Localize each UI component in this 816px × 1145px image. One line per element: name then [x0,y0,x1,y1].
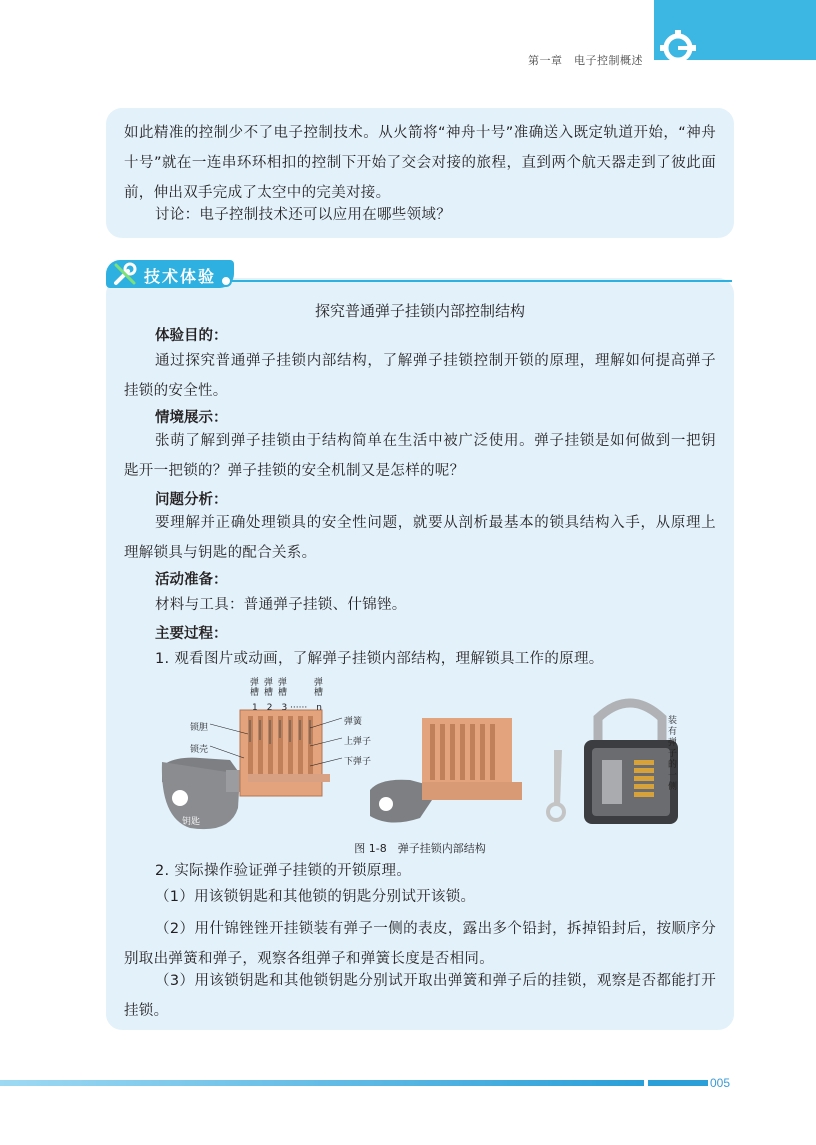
gear-logo-icon [660,30,696,66]
wrench-screwdriver-icon [112,261,138,287]
substep-3-text: （3）用该锁钥匙和其他锁钥匙分别试开取出弹簧和弹子后的挂锁，观察是否都能打开挂锁。 [124,973,716,1019]
page-number: 005 [710,1076,731,1090]
label-slot-c: 弹 槽 [278,678,288,698]
chapter-label: 第一章 电子控制概述 [528,54,643,67]
purpose-text: 通过探究普通弹子挂锁内部结构，了解弹子挂锁控制开锁的原理，理解如何提高弹子挂锁的安全性。 [124,353,716,399]
experience-title: 探究普通弹子挂锁内部控制结构 [314,302,525,320]
step-2-text: 2. 实际操作验证弹子挂锁的开锁原理。 [155,863,412,879]
section-rule-dot [220,275,232,287]
analysis-text: 要理解并正确处理锁具的安全性问题，就要从剖析最基本的锁具结构入手，从原理上理解锁具与钥匙的配合关系。 [124,515,716,561]
footer-bar-accent [648,1080,708,1086]
intro-paragraph: 如此精准的控制少不了电子控制技术。从火箭将“神舟十号”准确送入既定轨道开始，“神舟十号”就在一连串环环相扣的控制下开始了交会对接的旅程，直到两个航天器走到了彼此面前，伸出双手完成了太空中的完美对接。 [124,125,716,201]
label-spring: 弹簧 [344,717,363,727]
figure-caption: 图 1-8 弹子挂锁内部结构 [354,842,486,855]
scene-text: 张萌了解到弹子挂锁由于结构简单在生活中被广泛使用。弹子挂锁是如何做到一把钥匙开一把锁的？弹子挂锁的安全机制又是怎样的呢？ [124,433,716,479]
discussion-question: 讨论：电子控制技术还可以应用在哪些领域？ [155,207,451,223]
section-rule [232,280,732,282]
label-upper-pin: 上弹子 [344,737,372,747]
analysis-heading: 问题分析： [155,492,228,508]
figure-leader-lines [160,678,690,838]
footer-bar [0,1080,644,1086]
label-lock-body: 锁壳 [190,745,209,755]
label-slot-b: 弹 槽 [264,678,274,698]
substep-2-text: （2）用什锦锉锉开挂锁装有弹子一侧的表皮，露出多个铅封，拆掉铅封后，按顺序分别取出弹簧和弹子，观察各组弹子和弹簧长度是否相同。 [124,921,716,967]
scene-heading: 情境展示： [155,410,228,426]
step-1-text: 1. 观看图片或动画，了解弹子挂锁内部结构，理解锁具工作的原理。 [155,651,604,667]
label-slot-n: 弹 槽 [314,678,324,698]
label-lower-pin: 下弹子 [344,757,372,767]
label-pin-side: 装有弹子的一侧 [668,716,678,792]
substep-1-text: （1）用该锁钥匙和其他锁的钥匙分别试开该锁。 [155,889,476,905]
label-key: 钥匙 [182,817,201,827]
lock-structure-figure [160,678,690,838]
process-heading: 主要过程： [155,626,228,642]
prep-text: 材料与工具：普通弹子挂锁、什锦锉。 [155,597,407,613]
label-slot-numbers: 1 2 3 ······ n [252,703,322,713]
label-slot-a: 弹 槽 [250,678,260,698]
purpose-heading: 体验目的： [155,328,228,344]
section-tab-label: 技术体验 [144,267,217,286]
label-lock-core: 锁胆 [190,723,209,733]
prep-heading: 活动准备： [155,572,228,588]
